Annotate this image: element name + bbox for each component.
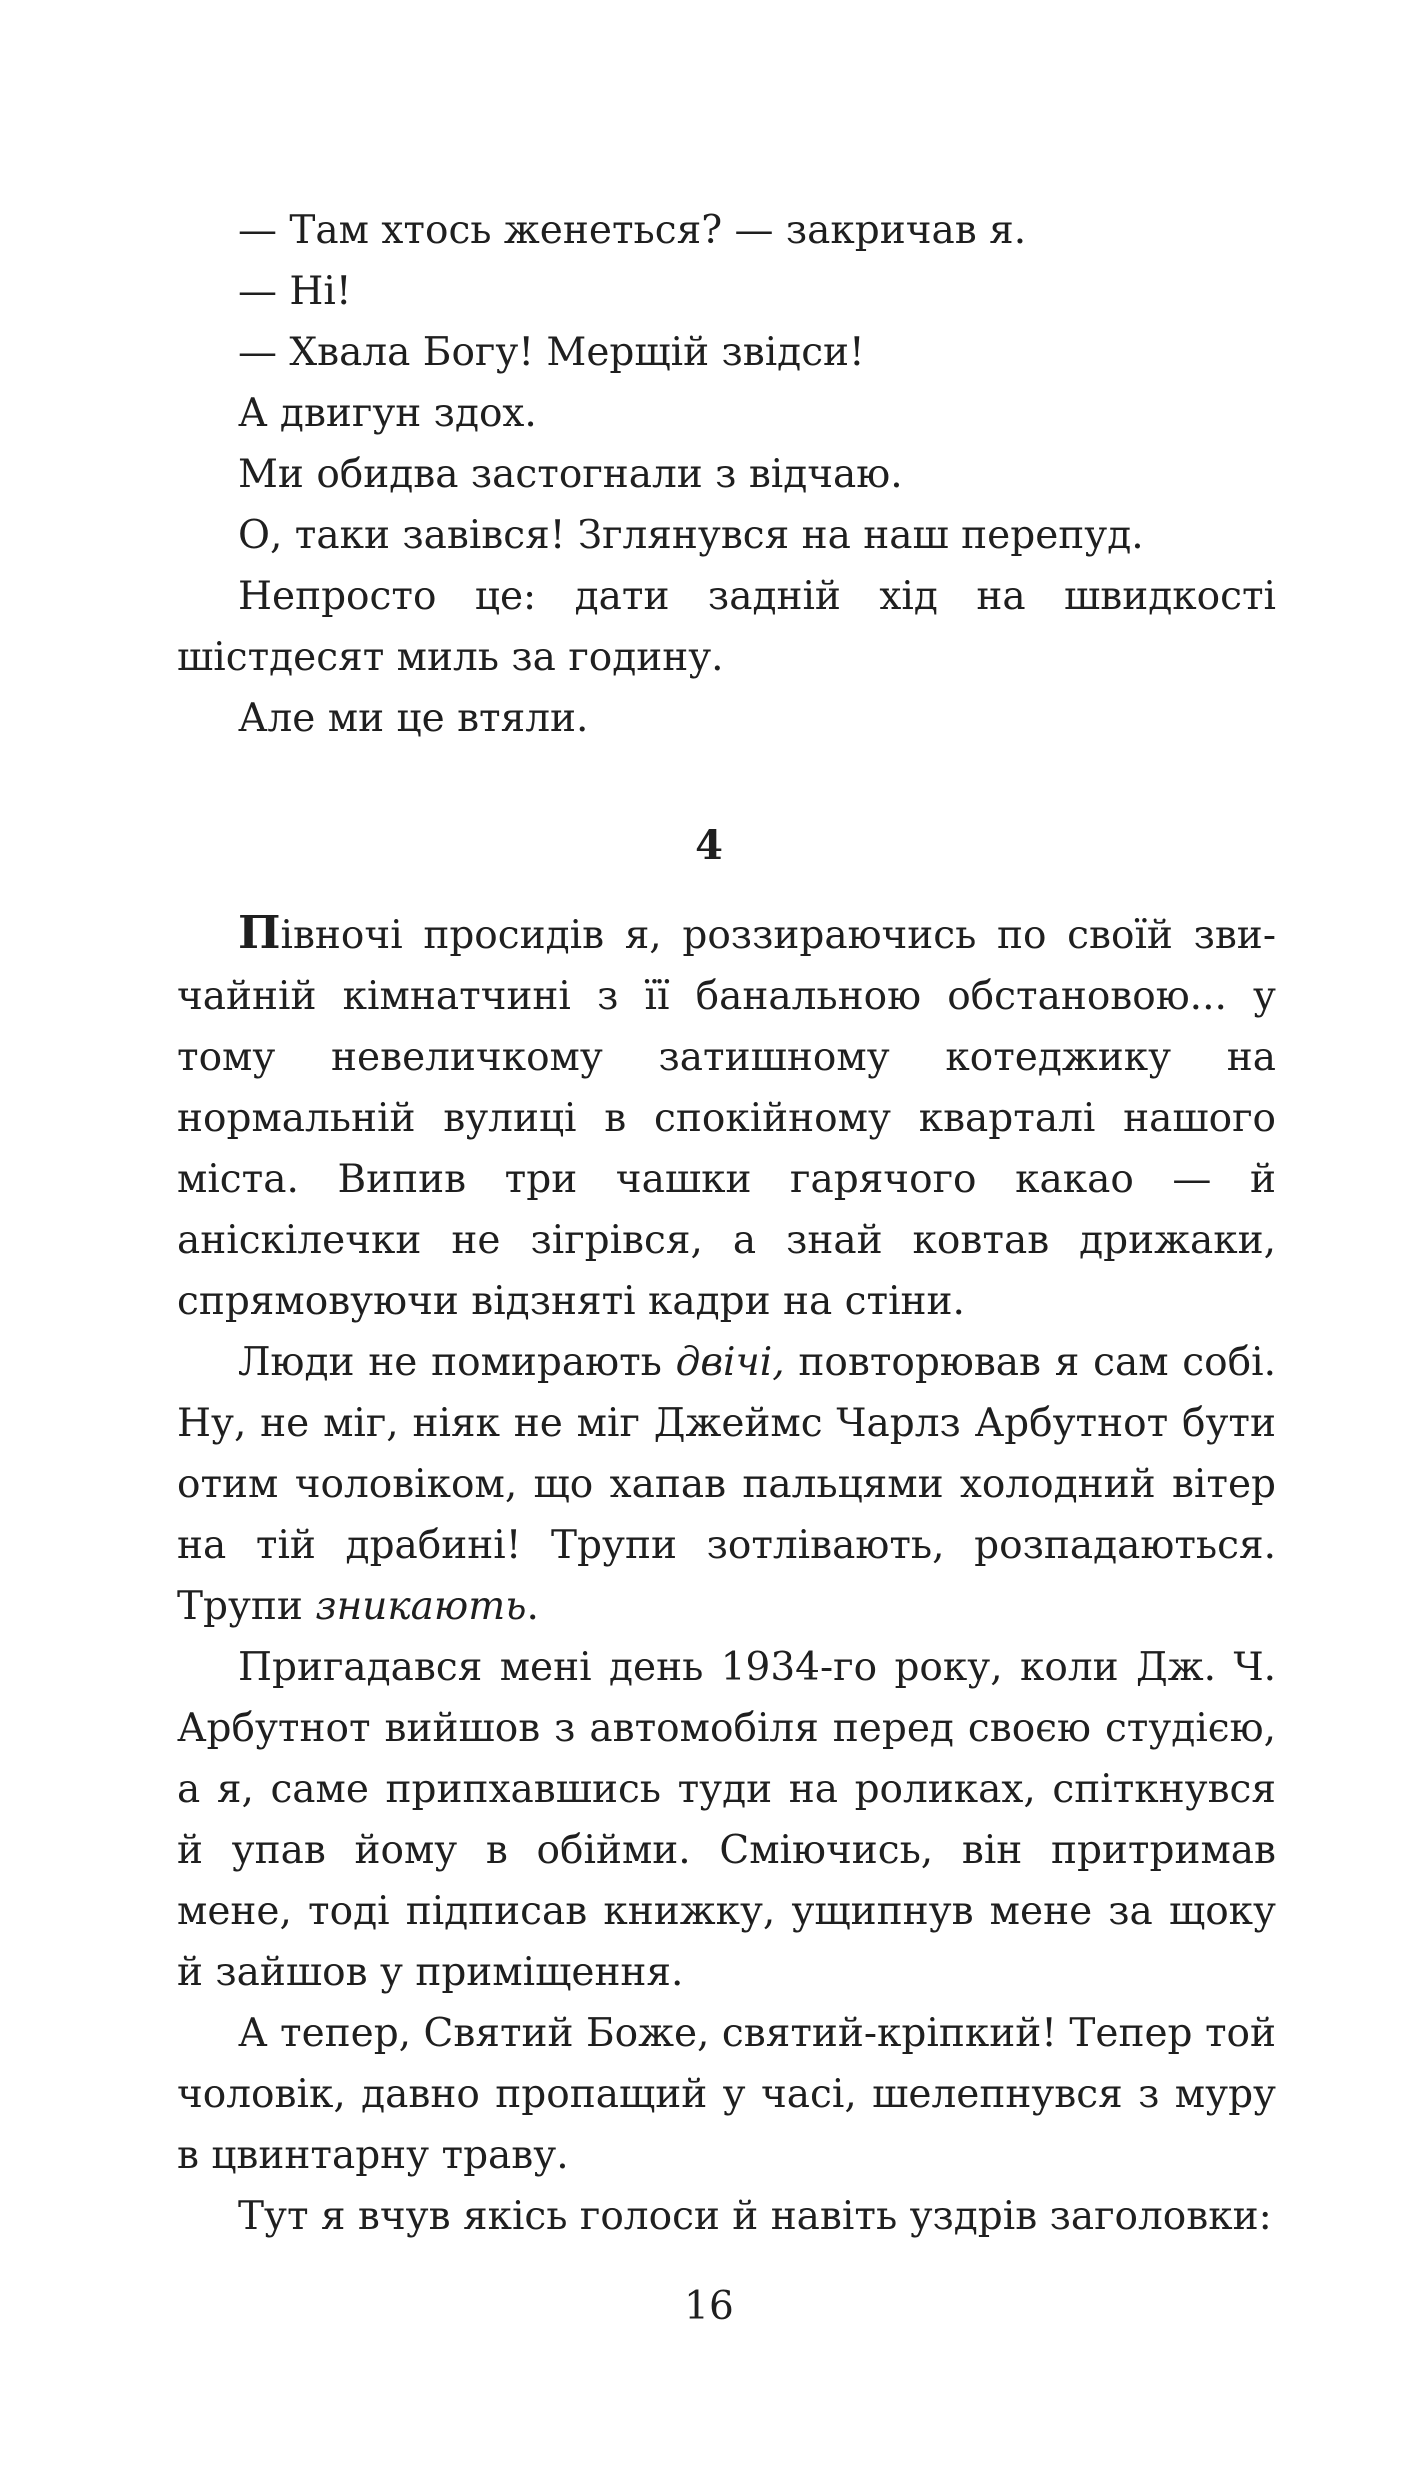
dialogue-line: — Там хтось женеться? — закричав я.: [238, 208, 1027, 253]
emphasis-vanish: зникають: [315, 1584, 527, 1629]
paragraph-1: [177, 902, 1276, 1332]
reverse-paragraph: Непросто це: дати задній хід на швидкості шістдесят миль за годину.: [177, 574, 1276, 680]
paragraph-2-before: Люди не помирають: [238, 1340, 676, 1385]
dialogue-line: О, таки завівся! Зглянувся на наш перепуд.: [238, 513, 1144, 558]
paragraph-1-text: івночі просидів я, роззираючись по своїй звичайній кімнатчині з її банальною обстановою... у тому невеличкому затишному котеджику на нормальній вулиці в спокійному кварталі нашого міста. Випив три чашки гарячого какао — й аніскілечки не зігрівся, а знай ковтав дрижаки, спрямовуючи відзняті кадри на стіни.: [177, 913, 1276, 1324]
dialogue-line: А двигун здох.: [238, 391, 537, 436]
dialogue-section: [177, 200, 1276, 749]
paragraph-2-after: .: [526, 1584, 539, 1629]
dialogue-line: — Хвала Богу! Мерщій звідси!: [238, 330, 865, 375]
chapter-body: [177, 902, 1276, 2247]
chapter-number: 4: [695, 822, 723, 869]
paragraph-2: [177, 1332, 1276, 1637]
page-number: 16: [684, 2284, 734, 2329]
dialogue-line: Але ми це втяли.: [238, 696, 589, 741]
paragraph-3: Пригадався мені день 1934-го року, коли Дж. Ч. Арбутнот вийшов з автомобіля перед своєю студією, а я, саме припхавшись туди на роликах, спіткнувся й упав йому в обійми. Сміючись, він притримав мене, тоді підписав книжку, ущипнув мене за щоку й зайшов у приміщення.: [177, 1645, 1276, 1995]
paragraph-4: А тепер, Святий Боже, святий-кріпкий! Тепер той чоловік, давно пропащий у часі, шелепнувся з муру в цвинтарну траву.: [177, 2011, 1276, 2178]
paragraph-2-middle: повторював я сам собі. Ну, не міг, ніяк не міг Джеймс Чарлз Арбутнот бути отим чоловіком, що хапав пальцями холодний вітер на тій драбині! Трупи зотлівають, розпадаються. Трупи: [177, 1340, 1276, 1629]
emphasis-twice: двічі,: [675, 1340, 785, 1385]
paragraph-5: Тут я вчув якісь голоси й навіть уздрів заголовки:: [238, 2194, 1272, 2239]
initial-letter: П: [238, 906, 281, 959]
dialogue-line: Ми обидва застогнали з відчаю.: [238, 452, 903, 497]
dialogue-line: — Ні!: [238, 269, 352, 314]
